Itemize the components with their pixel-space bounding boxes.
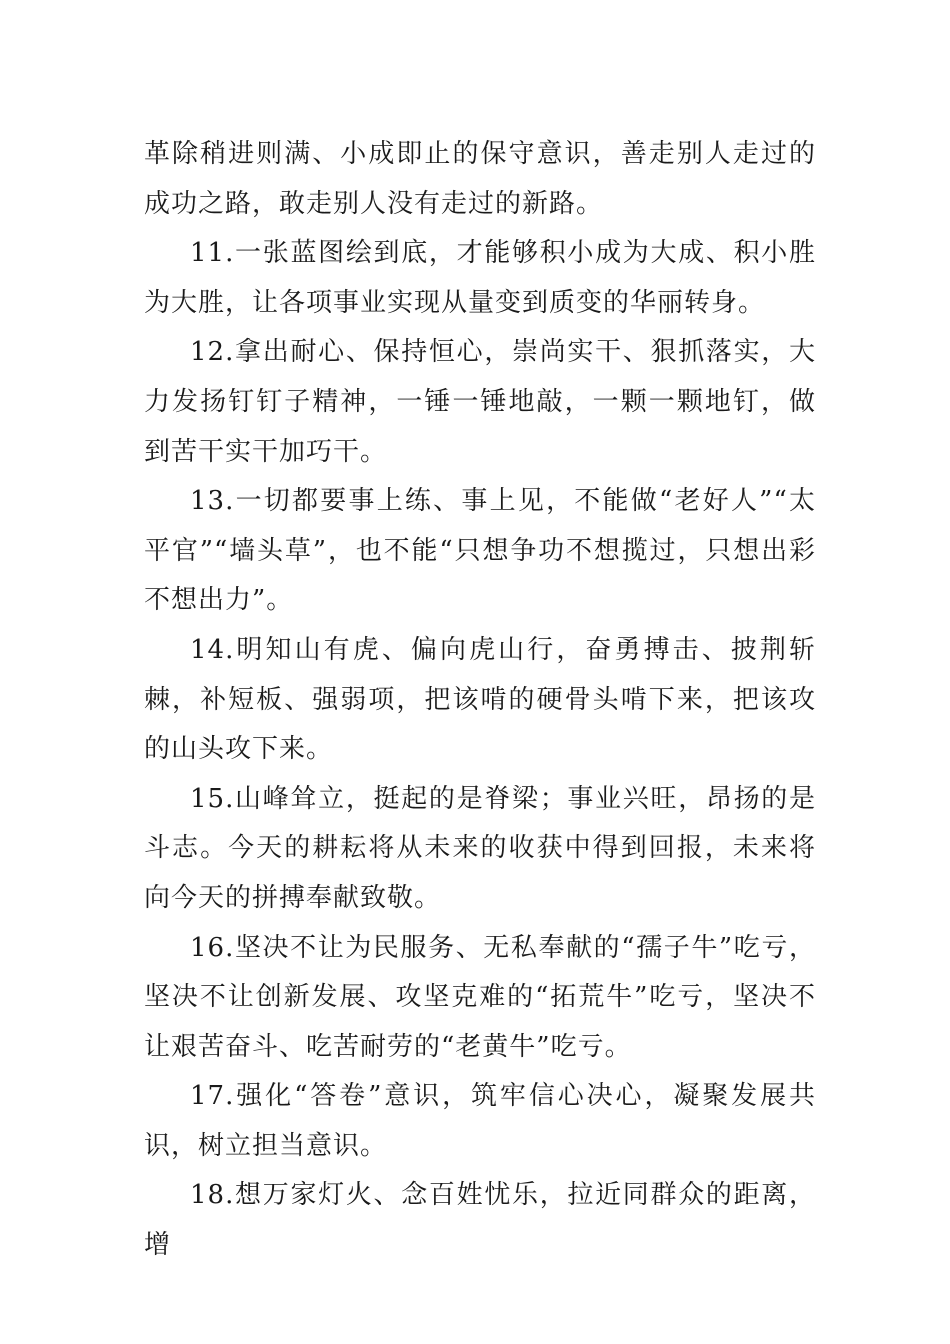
paragraph-item-12: 12.拿出耐心、保持恒心，崇尚实干、狠抓落实，大力发扬钉钉子精神，一锤一锤地敲，一颗一颗地钉，做到苦干实干加巧干。 — [144, 337, 816, 467]
paragraph-item-11: 11.一张蓝图绘到底，才能够积小成为大成、积小胜为大胜，让各项事业实现从量变到质变的华丽转身。 — [144, 238, 816, 318]
paragraph-item-18: 18.想万家灯火、念百姓忧乐，拉近同群众的距离，增 — [144, 1180, 816, 1261]
paragraph-item-17: 17.强化“答卷”意识，筑牢信心决心，凝聚发展共识，树立担当意识。 — [144, 1081, 816, 1161]
paragraph-item-14: 14.明知山有虎、偏向虎山行，奋勇搏击、披荆斩棘，补短板、强弱项，把该啃的硬骨头啃下来，把该攻的山头攻下来。 — [144, 634, 816, 765]
paragraph-item-15: 15.山峰耸立，挺起的是脊梁；事业兴旺，昂扬的是斗志。今天的耕耘将从未来的收获中得到回报，未来将向今天的拼搏奉献致敬。 — [144, 783, 816, 913]
paragraph-item-13: 13.一切都要事上练、事上见，不能做“老好人”“太平官”“墙头草”，也不能“只想争功不想揽过，只想出彩不想出力”。 — [144, 486, 816, 616]
document-body — [144, 130, 816, 1271]
paragraph-continuation: 革除稍进则满、小成即止的保守意识，善走别人走过的成功之路，敢走别人没有走过的新路。 — [144, 139, 816, 219]
paragraph-item-16: 16.坚决不让为民服务、无私奉献的“孺子牛”吃亏，坚决不让创新发展、攻坚克难的“拓荒牛”吃亏，坚决不让艰苦奋斗、吃苦耐劳的“老黄牛”吃亏。 — [144, 932, 816, 1062]
